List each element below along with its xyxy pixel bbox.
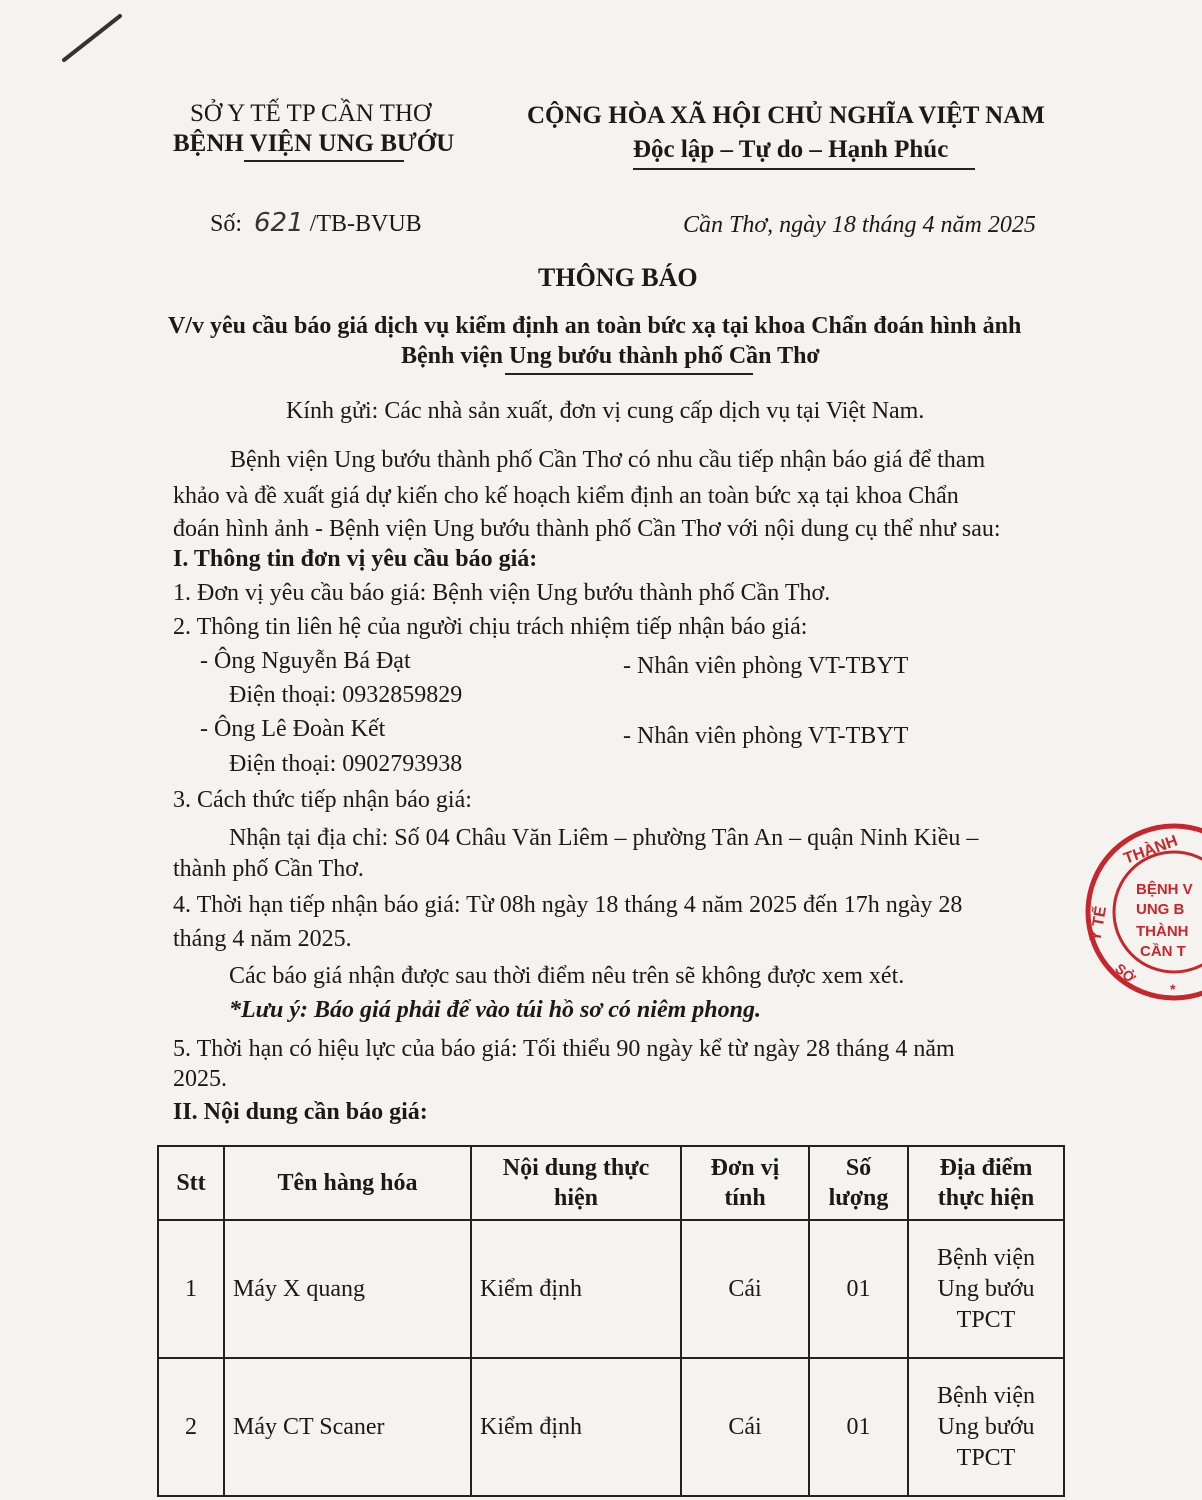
table-header-row <box>158 1146 1064 1220</box>
row-2-qty: 01 <box>809 1358 908 1496</box>
row-1-unit: Cái <box>681 1220 809 1358</box>
row-2-stt: 2 <box>158 1358 224 1496</box>
row-1-stt: 1 <box>158 1220 224 1358</box>
hospital-name: BỆNH VIỆN UNG BƯỚU <box>173 130 455 157</box>
section-1-heading: I. Thông tin đơn vị yêu cầu báo giá: <box>173 546 538 572</box>
stamp-line-1: BỆNH V <box>1136 881 1193 898</box>
row-2-name: Máy CT Scaner <box>224 1358 471 1496</box>
department-name: SỞ Y TẾ TP CẦN THƠ <box>190 100 432 127</box>
motto-underline <box>633 168 975 170</box>
table-row <box>158 1220 1064 1358</box>
notice-title: THÔNG BÁO <box>538 263 698 292</box>
section-1-item-4-line-1: 4. Thời hạn tiếp nhận báo giá: Từ 08h ngày 18 tháng 4 năm 2025 đến 17h ngày 28 <box>173 892 963 918</box>
contact-2-phone: Điện thoại: 0902793938 <box>229 751 463 777</box>
nation-motto: Độc lập – Tự do – Hạnh Phúc <box>633 136 949 163</box>
intro-line-2: khảo và đề xuất giá dự kiến cho kế hoạch kiểm định an toàn bức xạ tại khoa Chẩn <box>173 483 959 509</box>
subject-line-1: V/v yêu cầu báo giá dịch vụ kiểm định an toàn bức xạ tại khoa Chẩn đoán hình ảnh <box>168 313 1022 339</box>
stamp-star: * <box>1170 981 1176 997</box>
header-qty: Số lượng <box>809 1146 908 1220</box>
header-name: Tên hàng hóa <box>224 1146 471 1220</box>
section-1-item-5-line-2: 2025. <box>173 1066 227 1092</box>
row-1-name: Máy X quang <box>224 1220 471 1358</box>
contact-2-name: - Ông Lê Đoàn Kết <box>200 716 386 742</box>
section-1-item-5-line-1: 5. Thời hạn có hiệu lực của báo giá: Tối thiểu 90 ngày kể từ ngày 28 tháng 4 năm <box>173 1036 955 1062</box>
subject-underline <box>505 373 753 375</box>
section-1-item-2: 2. Thông tin liên hệ của người chịu trách nhiệm tiếp nhận báo giá: <box>173 614 808 640</box>
subject-line-2: Bệnh viện Ung bướu thành phố Cần Thơ <box>401 343 820 369</box>
stamp-line-3: THÀNH <box>1136 923 1189 940</box>
stamp-line-4: CẦN T <box>1140 943 1186 960</box>
stamp-ring-bottom: SỞ <box>1112 960 1139 986</box>
doc-number-suffix: /TB-BVUB <box>309 211 422 237</box>
address-line-2: thành phố Cần Thơ. <box>173 856 364 882</box>
section-1-item-4-line-2: tháng 4 năm 2025. <box>173 926 352 952</box>
doc-number-handwritten: 621 <box>254 208 304 238</box>
header-place: Địa điểm thực hiện <box>908 1146 1064 1220</box>
intro-line-3: đoán hình ảnh - Bệnh viện Ung bướu thành phố Cần Thơ với nội dung cụ thể như sau: <box>173 516 1001 542</box>
doc-number <box>210 208 422 238</box>
row-2-content: Kiểm định <box>471 1358 681 1496</box>
row-1-place: Bệnh viện Ung bướu TPCT <box>908 1220 1064 1358</box>
row-2-place: Bệnh viện Ung bướu TPCT <box>908 1358 1064 1496</box>
hospital-underline <box>244 160 404 162</box>
row-2-unit: Cái <box>681 1358 809 1496</box>
row-1-qty: 01 <box>809 1220 908 1358</box>
nation-title: CỘNG HÒA XÃ HỘI CHỦ NGHĨA VIỆT NAM <box>527 102 1045 129</box>
section-2-heading: II. Nội dung cần báo giá: <box>173 1099 428 1125</box>
table-row <box>158 1358 1064 1496</box>
section-1-item-3: 3. Cách thức tiếp nhận báo giá: <box>173 787 472 813</box>
hospital-stamp <box>1084 812 1202 1012</box>
contact-1-role: - Nhân viên phòng VT-TBYT <box>623 653 909 679</box>
stamp-ring-left: Y TẾ <box>1087 904 1111 943</box>
address-line-1: Nhận tại địa chỉ: Số 04 Châu Văn Liêm – phường Tân An – quận Ninh Kiều – <box>229 825 979 851</box>
greeting: Kính gửi: Các nhà sản xuất, đơn vị cung cấp dịch vụ tại Việt Nam. <box>286 398 925 424</box>
header-content: Nội dung thực hiện <box>471 1146 681 1220</box>
intro-line-1: Bệnh viện Ung bướu thành phố Cần Thơ có nhu cầu tiếp nhận báo giá để tham <box>230 447 986 473</box>
contact-1-phone: Điện thoại: 0932859829 <box>229 682 463 708</box>
goods-table <box>157 1145 1065 1497</box>
header-stt: Stt <box>158 1146 224 1220</box>
contact-2-role: - Nhân viên phòng VT-TBYT <box>623 723 909 749</box>
section-1-item-1: 1. Đơn vị yêu cầu báo giá: Bệnh viện Ung bướu thành phố Cần Thơ. <box>173 580 831 606</box>
doc-number-prefix: Số: <box>210 211 243 237</box>
contact-1-name: - Ông Nguyễn Bá Đạt <box>200 648 411 674</box>
stamp-line-2: UNG B <box>1136 901 1185 918</box>
seal-note: *Lưu ý: Báo giá phải để vào túi hồ sơ có niêm phong. <box>229 997 761 1023</box>
late-note: Các báo giá nhận được sau thời điểm nêu trên sẽ không được xem xét. <box>229 963 905 989</box>
header-unit: Đơn vị tính <box>681 1146 809 1220</box>
row-1-content: Kiểm định <box>471 1220 681 1358</box>
pen-stroke-mark <box>58 10 138 70</box>
stamp-ring-top: THÀNH <box>1121 832 1180 868</box>
place-date: Cần Thơ, ngày 18 tháng 4 năm 2025 <box>683 212 1036 238</box>
